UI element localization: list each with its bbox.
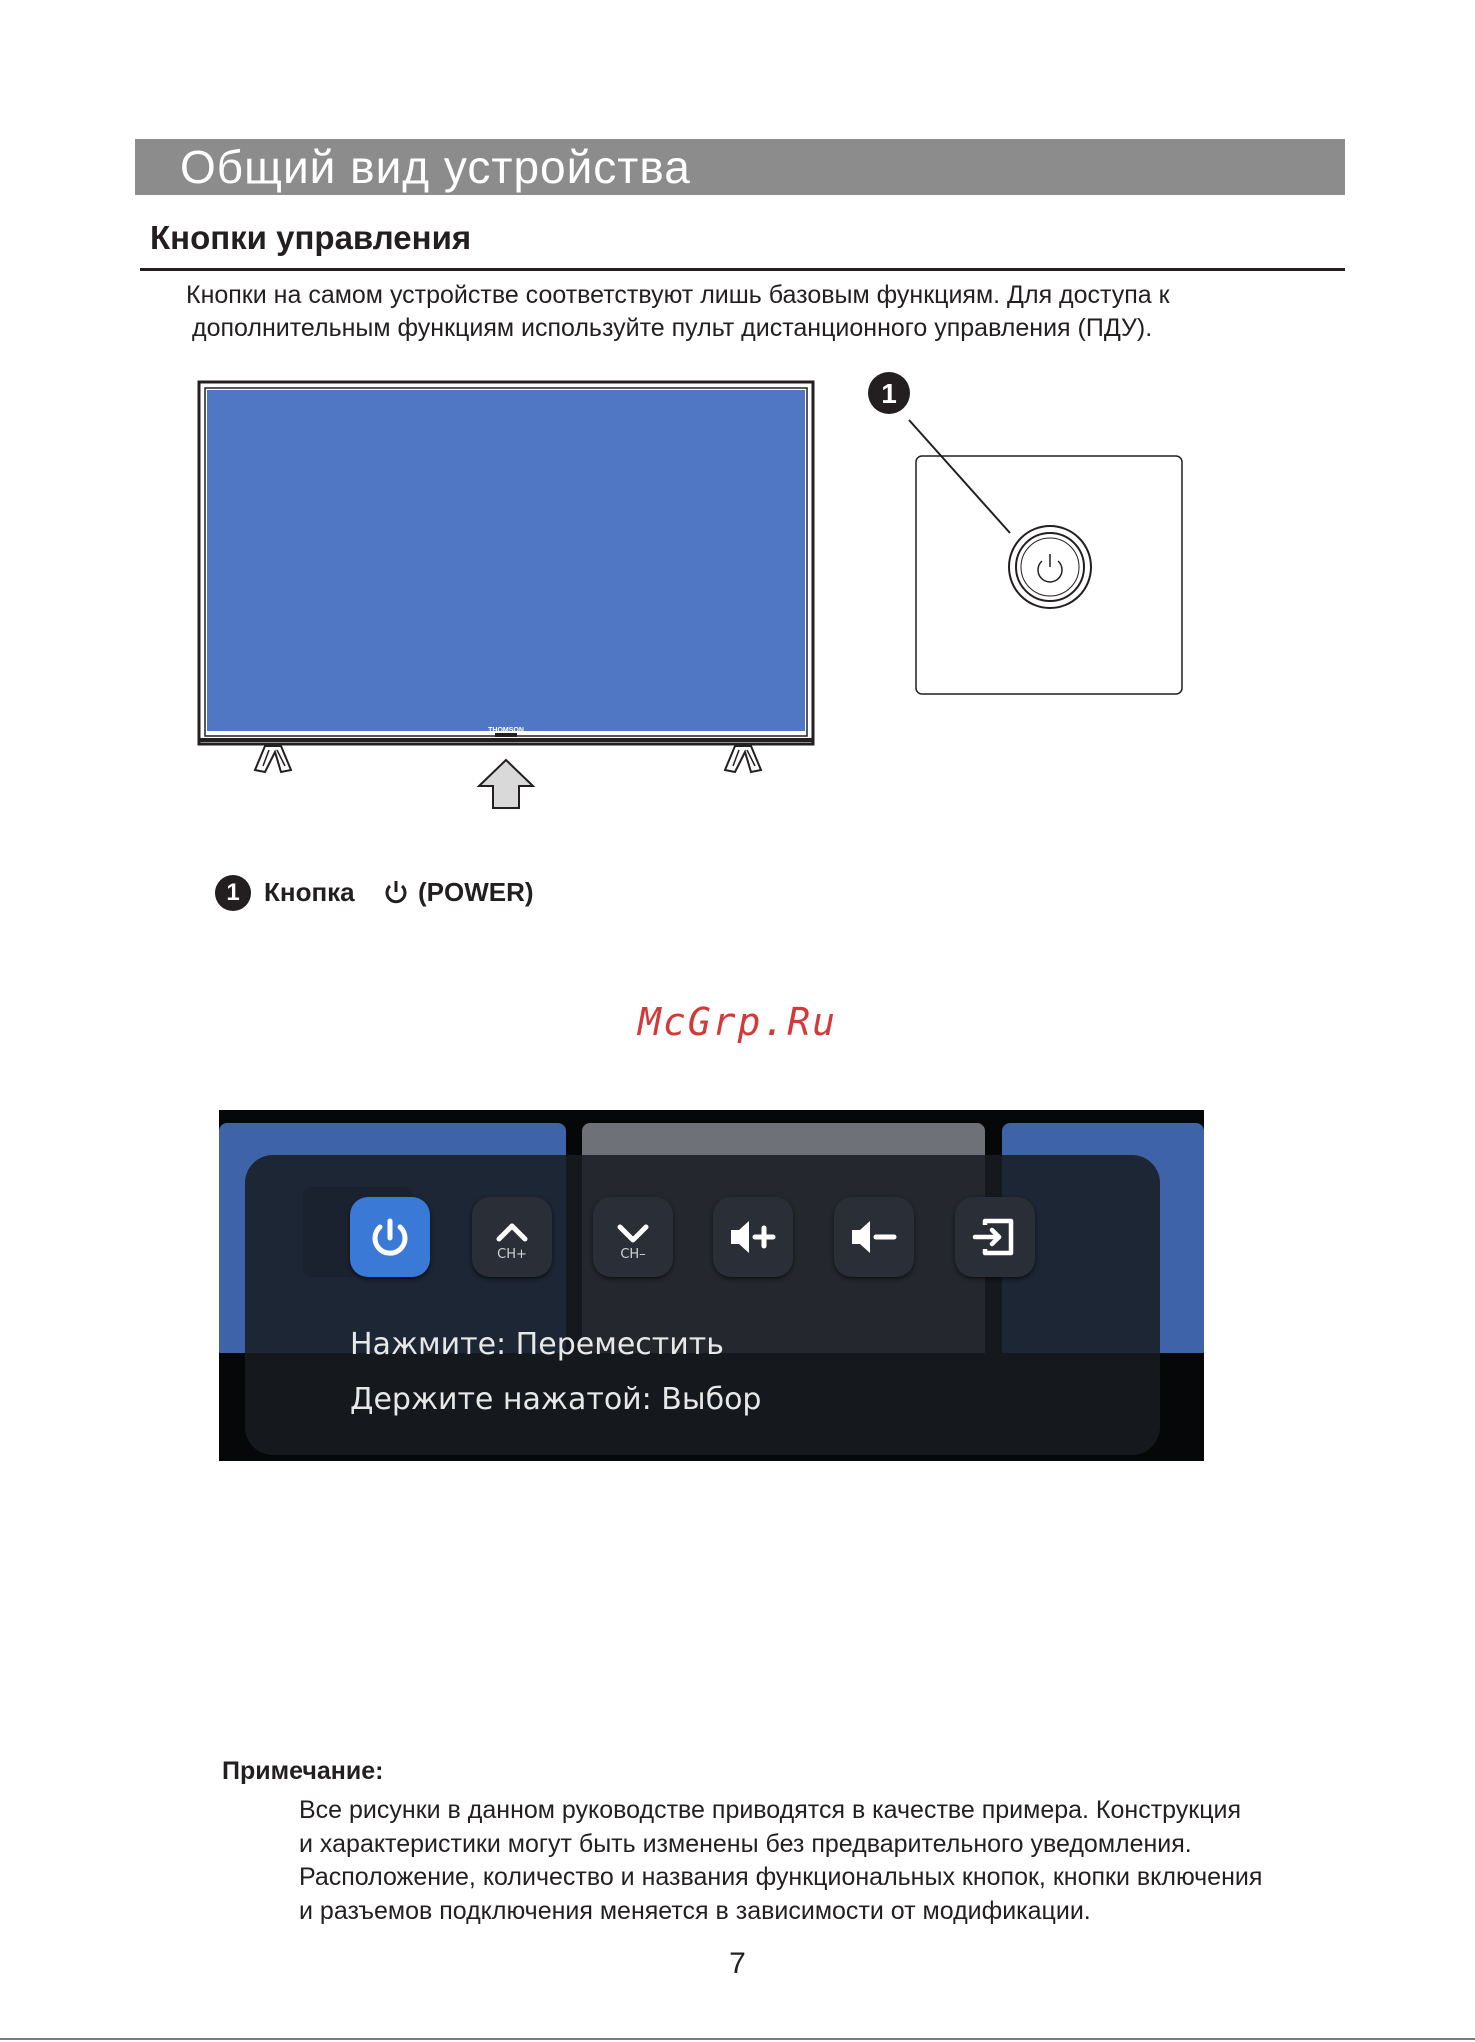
note-line-1: Все рисунки в данном руководстве приводятся в качестве примера. Конструкция: [299, 1796, 1242, 1824]
watermark: McGrp.Ru: [637, 1000, 838, 1044]
osd-button-label: CH–: [620, 1247, 646, 1262]
tv-stand-right: [725, 746, 761, 772]
callout-frame: [916, 456, 1182, 694]
note-title: Примечание:: [222, 1757, 384, 1785]
note-line-4: и разъемов подключения меняется в зависимости от модификации.: [299, 1897, 1091, 1925]
chevron-down-icon: [593, 1197, 673, 1277]
tv-front-illustration: [195, 378, 835, 818]
page-number: 7: [729, 1947, 746, 1980]
note-line-3: Расположение, количество и названия функциональных кнопок, кнопки включения: [299, 1863, 1263, 1891]
osd-input-source-button[interactable]: [955, 1197, 1035, 1277]
intro-line-1: Кнопки на самом устройстве соответствуют лишь базовым функциям. Для доступа к: [186, 281, 1170, 309]
tv-screen: [207, 390, 805, 731]
input-source-icon: [955, 1197, 1035, 1277]
osd-channel-down-button[interactable]: [593, 1197, 673, 1277]
tv-stand-left: [255, 746, 291, 772]
power-button-callout: [860, 368, 1200, 708]
volume-up-icon: [713, 1197, 793, 1277]
section-title: Кнопки управления: [150, 219, 472, 256]
chevron-up-icon: [472, 1197, 552, 1277]
osd-button-label: CH+: [497, 1247, 527, 1262]
osd-power-button[interactable]: [350, 1197, 430, 1277]
legend-number-badge: 1: [215, 875, 251, 911]
legend-label: Кнопка: [264, 877, 355, 907]
section-divider: [140, 268, 1345, 271]
svg-text:1: 1: [881, 378, 897, 409]
osd-volume-up-button[interactable]: [713, 1197, 793, 1277]
page-title: Общий вид устройства: [180, 141, 691, 193]
volume-down-icon: [834, 1197, 914, 1277]
power-icon: [382, 878, 410, 906]
power-icon: [350, 1197, 430, 1277]
osd-channel-up-button[interactable]: [472, 1197, 552, 1277]
note-line-2: и характеристики могут быть изменены без предварительного уведомления.: [299, 1830, 1192, 1858]
legend-button-name: (POWER): [418, 877, 534, 907]
osd-menu-screenshot: [219, 1110, 1204, 1461]
osd-volume-down-button[interactable]: [834, 1197, 914, 1277]
osd-hint-hold: Держите нажатой: Выбор: [350, 1382, 762, 1417]
arrow-up-icon: [479, 760, 533, 808]
tv-brand-label: THOMSON: [488, 727, 524, 734]
footer-divider: [0, 2038, 1475, 2040]
intro-line-2: дополнительным функциям используйте пульт дистанционного управления (ПДУ).: [192, 314, 1153, 342]
osd-hint-press: Нажмите: Переместить: [350, 1327, 724, 1362]
